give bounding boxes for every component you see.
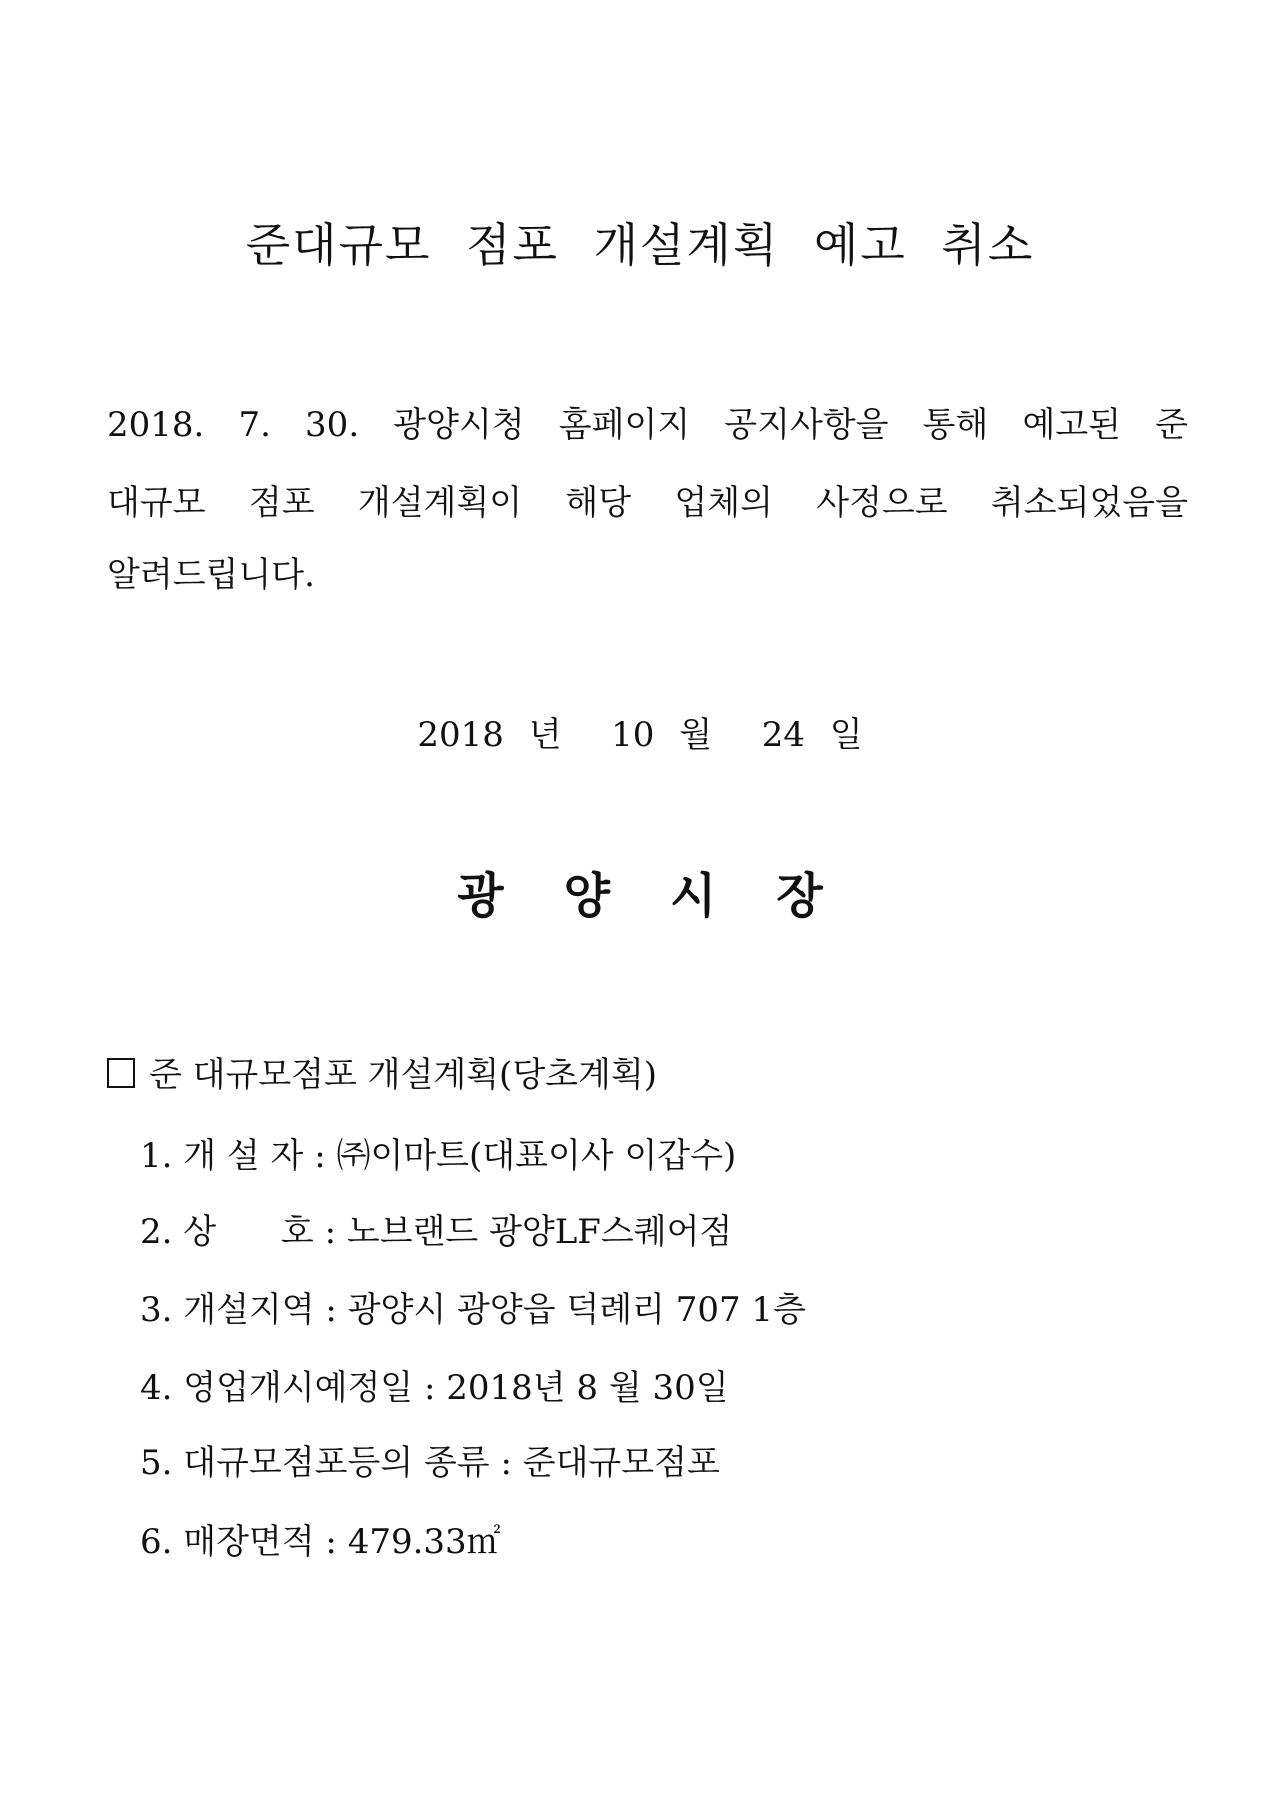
checkbox-square-icon	[107, 1058, 135, 1088]
section-heading	[107, 1055, 657, 1095]
section-heading-text: 준 대규모점포 개설계획(당초계획)	[149, 1055, 657, 1095]
list-item: 1. 개 설 자 : ㈜이마트(대표이사 이갑수)	[140, 1136, 737, 1176]
signatory: 광양시장	[457, 868, 883, 924]
list-item: 3. 개설지역 : 광양시 광양읍 덕례리 707 1층	[140, 1290, 806, 1330]
list-item: 6. 매장면적 : 479.33㎡	[140, 1522, 501, 1562]
list-item: 4. 영업개시예정일 : 2018년 8 월 30일	[140, 1368, 729, 1408]
body-paragraph-line-3: 알려드립니다.	[107, 555, 315, 595]
body-paragraph-line-2: 대규모 점포 개설계획이 해당 업체의 사정으로 취소되었음을	[107, 483, 1188, 523]
list-item: 5. 대규모점포등의 종류 : 준대규모점포	[140, 1443, 720, 1483]
document-title: 준대규모 점포 개설계획 예고 취소	[245, 218, 1035, 272]
issue-date: 2018 년 10 월 24 일	[417, 715, 863, 755]
body-paragraph-line-1: 2018. 7. 30. 광양시청 홈페이지 공지사항을 통해 예고된 준	[107, 405, 1188, 445]
list-item: 2. 상 호 : 노브랜드 광양LF스퀘어점	[140, 1212, 733, 1252]
